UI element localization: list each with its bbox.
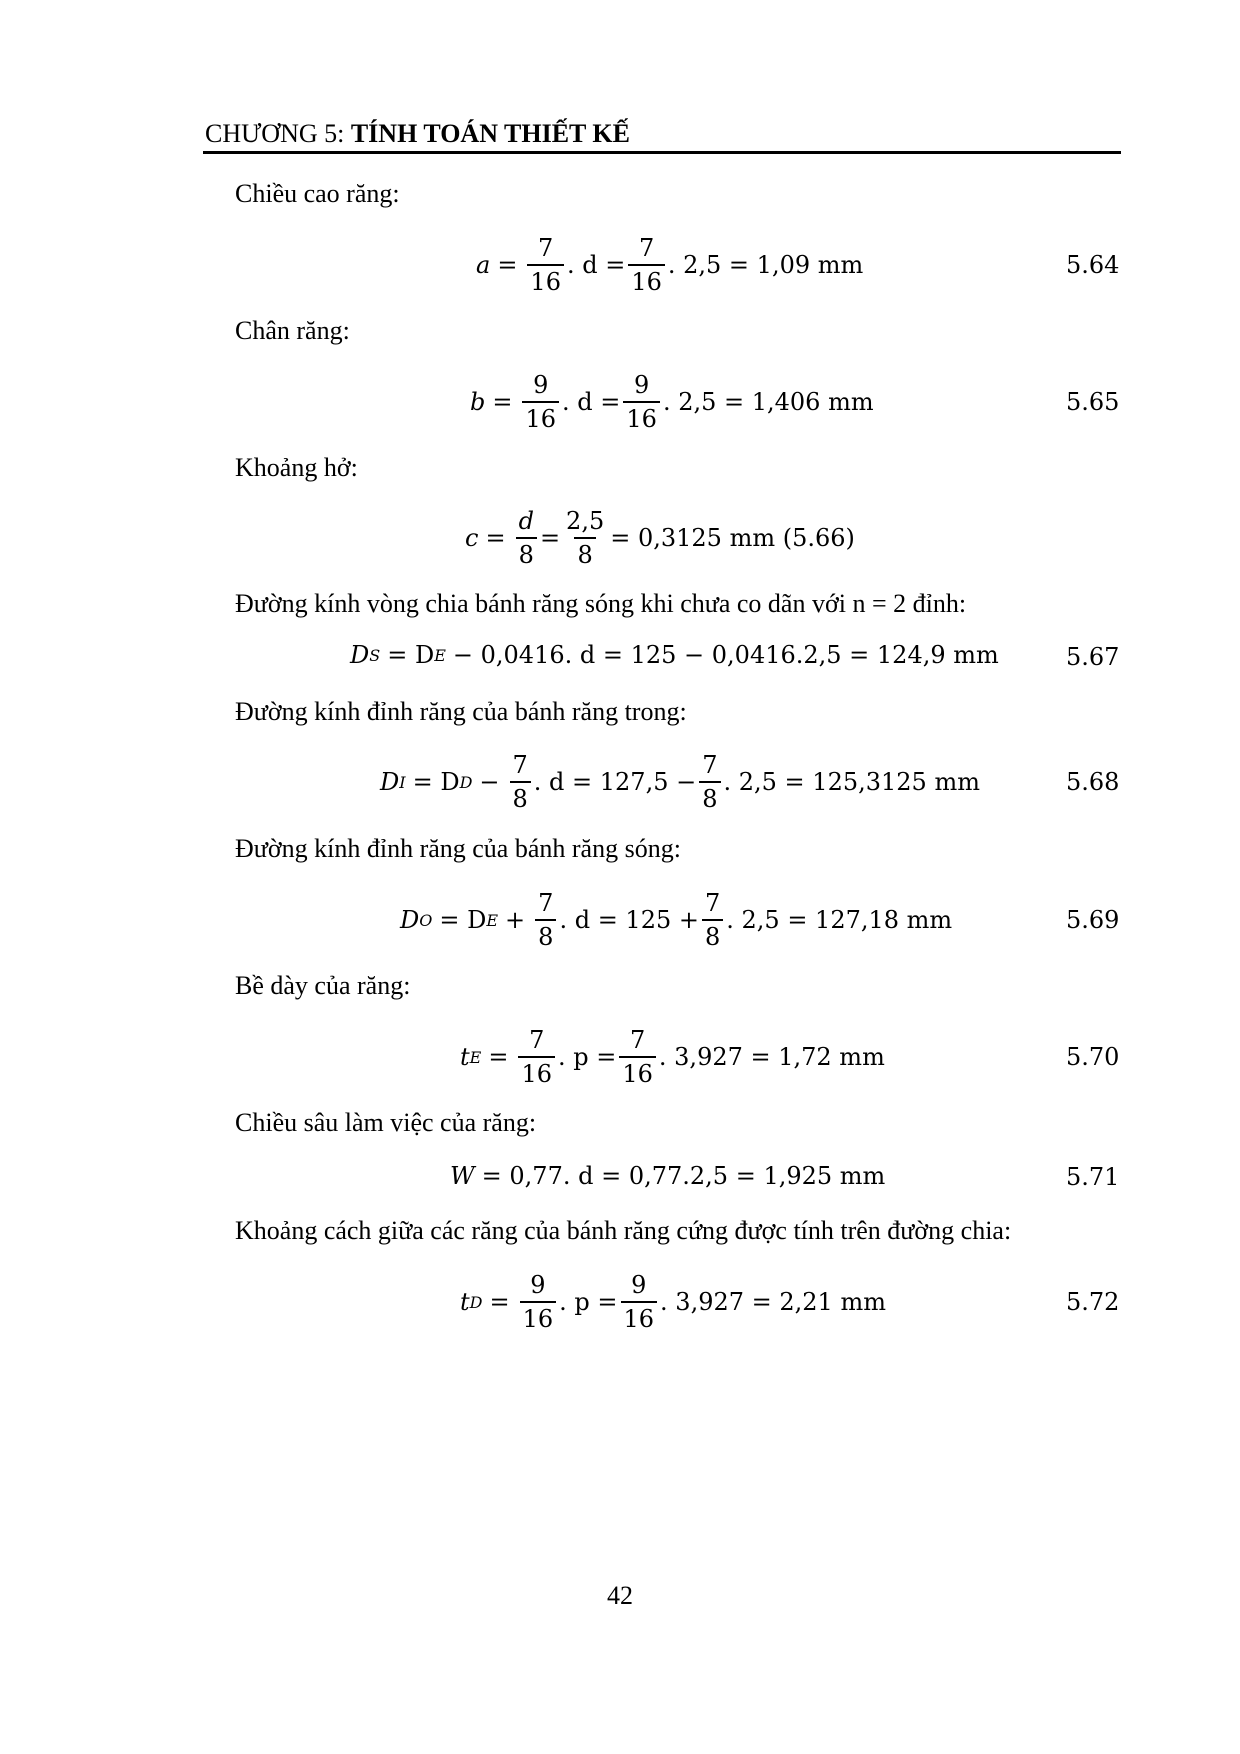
fraction: $\frac{7}{16}$ bbox=[518, 1027, 555, 1087]
eq-var: t bbox=[460, 1043, 470, 1071]
equation-5-65: b = $\frac{9}{16}$ . d = $\frac{9}{16}$ . 2,5 = 1,406 mm bbox=[470, 371, 874, 433]
label-working-depth: Chiều sâu làm việc của răng: bbox=[235, 1108, 537, 1137]
label-clearance: Khoảng hở: bbox=[235, 453, 358, 482]
eq-var: c bbox=[465, 524, 479, 552]
equation-5-66: c = $\frac{d}{8}$ = $\frac{2,5}{8}$ = 0,3125 mm (5.66) bbox=[465, 507, 855, 569]
fraction: $\frac{9}{16}$ bbox=[522, 372, 559, 432]
eq-text: . p = bbox=[559, 1288, 618, 1316]
eq-text: . 3,927 = 2,21 mm bbox=[660, 1288, 886, 1316]
fraction: $\frac{2,5}{8}$ bbox=[566, 507, 605, 569]
fraction: $\frac{7}{16}$ bbox=[628, 235, 665, 295]
fraction: $\frac{7}{8}$ bbox=[702, 890, 723, 950]
equation-5-69 bbox=[400, 890, 952, 950]
eq-text: = D bbox=[387, 641, 435, 669]
fraction: $\frac{d}{8}$ bbox=[516, 508, 537, 568]
eq-operator: − bbox=[479, 768, 500, 796]
eq-var: b bbox=[470, 388, 486, 416]
page-number: 42 bbox=[607, 1581, 633, 1610]
eq-subscript: S bbox=[369, 645, 381, 665]
eq-operator: + bbox=[505, 906, 526, 934]
equation-number: 5.71 bbox=[1066, 1163, 1120, 1191]
label-tooth-spacing: Khoảng cách giữa các răng của bánh răng cứng được tính trên đường chia: bbox=[235, 1216, 1012, 1245]
label-tooth-height: Chiều cao răng: bbox=[235, 179, 400, 208]
eq-text: . 2,5 = 127,18 mm bbox=[726, 906, 953, 934]
fraction: $\frac{7}{8}$ bbox=[510, 752, 531, 812]
eq-subscript: D bbox=[469, 1292, 483, 1312]
eq-subscript: D bbox=[459, 772, 473, 792]
eq-text: = 0,3125 mm (5.66) bbox=[610, 524, 855, 552]
eq-text: = D bbox=[439, 906, 487, 934]
label-flexspline-tip-diameter: Đường kính đỉnh răng của bánh răng sóng: bbox=[235, 834, 681, 863]
eq-text: = D bbox=[412, 768, 460, 796]
equation-number: 5.67 bbox=[1066, 643, 1120, 671]
equation-5-68 bbox=[380, 752, 980, 812]
label-internal-tip-diameter: Đường kính đỉnh răng của bánh răng trong: bbox=[235, 697, 687, 726]
label-pitch-diameter: Đường kính vòng chia bánh răng sóng khi chưa co dãn với n = 2 đỉnh: bbox=[235, 589, 967, 618]
eq-text: . d = bbox=[562, 388, 621, 416]
eq-text: . d = bbox=[566, 251, 626, 279]
fraction: $\frac{7}{16}$ bbox=[527, 235, 564, 295]
equation-number: 5.64 bbox=[1066, 251, 1120, 279]
equation-5-67 bbox=[350, 641, 999, 669]
fraction: $\frac{9}{16}$ bbox=[621, 1272, 658, 1332]
eq-text: − 0,0416. d = 125 − 0,0416.2,5 = 124,9 mm bbox=[452, 641, 999, 669]
eq-subscript: E bbox=[486, 910, 499, 930]
eq-text: . p = bbox=[558, 1043, 617, 1071]
equation-number: 5.68 bbox=[1066, 768, 1120, 796]
eq-var: a bbox=[476, 251, 491, 279]
equation-number: 5.72 bbox=[1066, 1288, 1120, 1316]
fraction: $\frac{9}{16}$ bbox=[623, 372, 660, 432]
header-rule bbox=[203, 151, 1121, 154]
eq-text: . 2,5 = 1,09 mm bbox=[667, 251, 864, 279]
eq-text: . d = 125 + bbox=[559, 906, 699, 934]
equation-5-72: t D = $\frac{9}{16}$ . p = $\frac{9}{16}$ . 3,927 = 2,21 mm bbox=[460, 1271, 886, 1333]
eq-text: . 2,5 = 125,3125 mm bbox=[723, 768, 980, 796]
eq-var: D bbox=[400, 906, 420, 934]
chapter-header bbox=[205, 118, 1120, 150]
eq-text: = 0,77. d = 0,77.2,5 = 1,925 mm bbox=[481, 1162, 886, 1190]
eq-var: t bbox=[460, 1288, 470, 1316]
fraction: $\frac{9}{16}$ bbox=[520, 1272, 557, 1332]
equation-number: 5.69 bbox=[1066, 906, 1120, 934]
fraction: $\frac{7}{8}$ bbox=[535, 890, 556, 950]
equation-5-70: t E = $\frac{7}{16}$ . p = $\frac{7}{16}$ . 3,927 = 1,72 mm bbox=[460, 1026, 885, 1088]
eq-text: = bbox=[539, 524, 561, 552]
eq-var: D bbox=[350, 641, 370, 669]
label-tooth-root: Chân răng: bbox=[235, 316, 350, 345]
chapter-prefix: CHƯƠNG 5: bbox=[205, 119, 351, 148]
equation-number: 5.65 bbox=[1066, 388, 1120, 416]
eq-text: . 3,927 = 1,72 mm bbox=[658, 1043, 885, 1071]
eq-subscript: O bbox=[419, 910, 433, 930]
fraction: $\frac{7}{8}$ bbox=[699, 752, 720, 812]
fraction: $\frac{7}{16}$ bbox=[619, 1027, 656, 1087]
equation-5-71 bbox=[450, 1162, 885, 1190]
eq-text: . 2,5 = 1,406 mm bbox=[662, 388, 874, 416]
label-tooth-thickness: Bề dày của răng: bbox=[235, 971, 411, 1000]
eq-var: W bbox=[450, 1162, 475, 1190]
chapter-title: TÍNH TOÁN THIẾT KẾ bbox=[350, 119, 630, 148]
equation-number: 5.70 bbox=[1066, 1043, 1120, 1071]
eq-subscript: I bbox=[399, 772, 406, 792]
eq-subscript: E bbox=[434, 645, 446, 665]
equation-5-64: a = $\frac{7}{16}$ . d = $\frac{7}{16}$ . 2,5 = 1,09 mm bbox=[476, 234, 864, 296]
eq-text: . d = 127,5 − bbox=[533, 768, 697, 796]
eq-subscript: E bbox=[469, 1047, 482, 1067]
eq-var: D bbox=[380, 768, 400, 796]
